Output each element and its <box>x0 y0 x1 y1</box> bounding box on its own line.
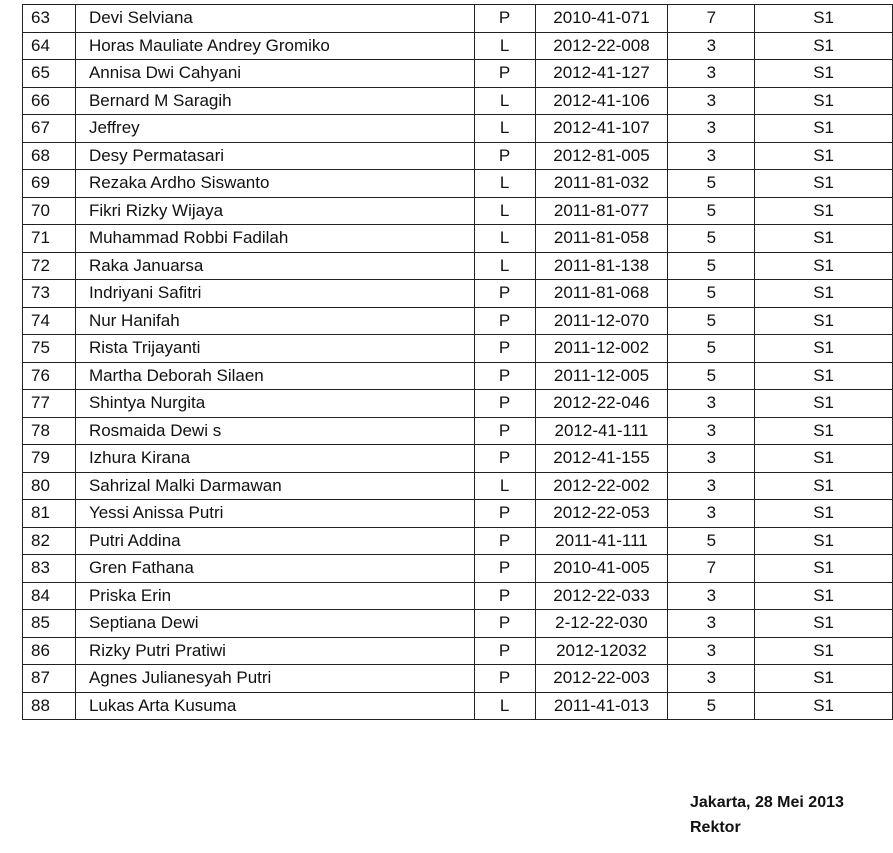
row-number: 70 <box>23 197 76 225</box>
student-gender: L <box>474 32 535 60</box>
student-semester: 3 <box>668 390 755 418</box>
student-degree: S1 <box>755 32 893 60</box>
student-semester: 3 <box>668 582 755 610</box>
student-degree: S1 <box>755 390 893 418</box>
student-id-number: 2011-12-070 <box>535 307 668 335</box>
row-number: 76 <box>23 362 76 390</box>
table-row <box>23 610 893 638</box>
student-name: Putri Addina <box>75 527 474 555</box>
student-id-number: 2012-22-053 <box>535 500 668 528</box>
student-name: Martha Deborah Silaen <box>75 362 474 390</box>
student-degree: S1 <box>755 417 893 445</box>
row-number: 78 <box>23 417 76 445</box>
student-degree: S1 <box>755 197 893 225</box>
table-row <box>23 500 893 528</box>
student-semester: 5 <box>668 335 755 363</box>
student-id-number: 2012-41-107 <box>535 115 668 143</box>
row-number: 82 <box>23 527 76 555</box>
student-degree: S1 <box>755 665 893 693</box>
student-gender: P <box>474 445 535 473</box>
row-number: 72 <box>23 252 76 280</box>
student-name: Gren Fathana <box>75 555 474 583</box>
row-number: 75 <box>23 335 76 363</box>
student-gender: L <box>474 87 535 115</box>
student-id-number: 2011-81-068 <box>535 280 668 308</box>
student-id-number: 2012-12032 <box>535 637 668 665</box>
table-row <box>23 390 893 418</box>
student-semester: 3 <box>668 445 755 473</box>
student-name: Fikri Rizky Wijaya <box>75 197 474 225</box>
student-gender: P <box>474 555 535 583</box>
student-degree: S1 <box>755 335 893 363</box>
student-id-number: 2011-81-032 <box>535 170 668 198</box>
row-number: 65 <box>23 60 76 88</box>
student-name: Indriyani Safitri <box>75 280 474 308</box>
student-id-number: 2010-41-071 <box>535 5 668 33</box>
student-name: Rosmaida Dewi s <box>75 417 474 445</box>
student-id-number: 2012-22-003 <box>535 665 668 693</box>
student-gender: P <box>474 335 535 363</box>
student-degree: S1 <box>755 362 893 390</box>
student-semester: 3 <box>668 472 755 500</box>
student-id-number: 2011-12-002 <box>535 335 668 363</box>
student-gender: P <box>474 60 535 88</box>
table-row <box>23 335 893 363</box>
student-semester: 3 <box>668 417 755 445</box>
student-name: Izhura Kirana <box>75 445 474 473</box>
student-name: Desy Permatasari <box>75 142 474 170</box>
student-gender: P <box>474 610 535 638</box>
student-semester: 3 <box>668 87 755 115</box>
student-name: Rizky Putri Pratiwi <box>75 637 474 665</box>
student-degree: S1 <box>755 60 893 88</box>
student-id-number: 2012-41-155 <box>535 445 668 473</box>
student-name: Jeffrey <box>75 115 474 143</box>
student-id-number: 2012-22-046 <box>535 390 668 418</box>
student-semester: 3 <box>668 115 755 143</box>
student-degree: S1 <box>755 500 893 528</box>
place-and-date: Jakarta, 28 Mei 2013 <box>690 794 844 811</box>
row-number: 74 <box>23 307 76 335</box>
student-name: Bernard M Saragih <box>75 87 474 115</box>
student-table <box>22 4 893 720</box>
student-id-number: 2011-81-058 <box>535 225 668 253</box>
student-gender: P <box>474 5 535 33</box>
student-name: Raka Januarsa <box>75 252 474 280</box>
student-semester: 5 <box>668 170 755 198</box>
student-degree: S1 <box>755 307 893 335</box>
student-name: Annisa Dwi Cahyani <box>75 60 474 88</box>
student-name: Agnes Julianesyah Putri <box>75 665 474 693</box>
table-row <box>23 280 893 308</box>
student-id-number: 2011-81-077 <box>535 197 668 225</box>
signatory-title: Rektor <box>690 819 741 836</box>
student-id-number: 2012-22-033 <box>535 582 668 610</box>
student-degree: S1 <box>755 445 893 473</box>
row-number: 64 <box>23 32 76 60</box>
student-gender: P <box>474 362 535 390</box>
student-semester: 7 <box>668 555 755 583</box>
student-semester: 5 <box>668 252 755 280</box>
student-gender: P <box>474 280 535 308</box>
student-degree: S1 <box>755 170 893 198</box>
student-semester: 3 <box>668 610 755 638</box>
table-row <box>23 307 893 335</box>
row-number: 66 <box>23 87 76 115</box>
student-degree: S1 <box>755 87 893 115</box>
student-id-number: 2010-41-005 <box>535 555 668 583</box>
student-id-number: 2012-81-005 <box>535 142 668 170</box>
student-semester: 3 <box>668 665 755 693</box>
student-degree: S1 <box>755 280 893 308</box>
row-number: 77 <box>23 390 76 418</box>
row-number: 80 <box>23 472 76 500</box>
student-degree: S1 <box>755 637 893 665</box>
student-semester: 3 <box>668 500 755 528</box>
row-number: 87 <box>23 665 76 693</box>
student-name: Rezaka Ardho Siswanto <box>75 170 474 198</box>
student-degree: S1 <box>755 555 893 583</box>
student-degree: S1 <box>755 142 893 170</box>
student-gender: L <box>474 170 535 198</box>
student-gender: P <box>474 307 535 335</box>
student-id-number: 2011-41-013 <box>535 692 668 720</box>
student-id-number: 2011-81-138 <box>535 252 668 280</box>
table-row <box>23 32 893 60</box>
student-gender: P <box>474 637 535 665</box>
row-number: 83 <box>23 555 76 583</box>
student-id-number: 2012-41-106 <box>535 87 668 115</box>
student-degree: S1 <box>755 692 893 720</box>
row-number: 86 <box>23 637 76 665</box>
student-gender: P <box>474 417 535 445</box>
student-semester: 5 <box>668 692 755 720</box>
student-name: Horas Mauliate Andrey Gromiko <box>75 32 474 60</box>
student-semester: 3 <box>668 60 755 88</box>
student-id-number: 2012-41-111 <box>535 417 668 445</box>
student-name: Septiana Dewi <box>75 610 474 638</box>
student-degree: S1 <box>755 610 893 638</box>
student-semester: 3 <box>668 637 755 665</box>
table-row <box>23 527 893 555</box>
student-id-number: 2011-12-005 <box>535 362 668 390</box>
student-degree: S1 <box>755 225 893 253</box>
student-name: Sahrizal Malki Darmawan <box>75 472 474 500</box>
row-number: 71 <box>23 225 76 253</box>
student-degree: S1 <box>755 527 893 555</box>
table-row <box>23 170 893 198</box>
student-gender: L <box>474 692 535 720</box>
student-gender: P <box>474 390 535 418</box>
student-table-body <box>23 5 893 720</box>
student-id-number: 2012-22-008 <box>535 32 668 60</box>
table-row <box>23 582 893 610</box>
student-degree: S1 <box>755 472 893 500</box>
row-number: 73 <box>23 280 76 308</box>
student-semester: 3 <box>668 142 755 170</box>
student-semester: 7 <box>668 5 755 33</box>
student-name: Priska Erin <box>75 582 474 610</box>
student-id-number: 2011-41-111 <box>535 527 668 555</box>
student-id-number: 2012-41-127 <box>535 60 668 88</box>
row-number: 85 <box>23 610 76 638</box>
student-degree: S1 <box>755 5 893 33</box>
student-gender: P <box>474 582 535 610</box>
table-row <box>23 665 893 693</box>
table-row <box>23 115 893 143</box>
signature-block <box>690 790 844 840</box>
row-number: 84 <box>23 582 76 610</box>
student-degree: S1 <box>755 115 893 143</box>
table-row <box>23 5 893 33</box>
student-semester: 3 <box>668 32 755 60</box>
student-gender: L <box>474 225 535 253</box>
student-name: Muhammad Robbi Fadilah <box>75 225 474 253</box>
student-gender: L <box>474 472 535 500</box>
student-gender: L <box>474 252 535 280</box>
table-row <box>23 362 893 390</box>
student-degree: S1 <box>755 252 893 280</box>
student-gender: L <box>474 197 535 225</box>
student-semester: 5 <box>668 362 755 390</box>
table-row <box>23 142 893 170</box>
row-number: 88 <box>23 692 76 720</box>
student-name: Devi Selviana <box>75 5 474 33</box>
row-number: 68 <box>23 142 76 170</box>
student-gender: P <box>474 500 535 528</box>
student-semester: 5 <box>668 307 755 335</box>
student-semester: 5 <box>668 527 755 555</box>
student-id-number: 2012-22-002 <box>535 472 668 500</box>
table-row <box>23 555 893 583</box>
student-gender: P <box>474 142 535 170</box>
table-row <box>23 87 893 115</box>
table-row <box>23 225 893 253</box>
table-row <box>23 692 893 720</box>
row-number: 81 <box>23 500 76 528</box>
row-number: 63 <box>23 5 76 33</box>
table-row <box>23 637 893 665</box>
row-number: 79 <box>23 445 76 473</box>
table-row <box>23 252 893 280</box>
table-row <box>23 445 893 473</box>
student-name: Rista Trijayanti <box>75 335 474 363</box>
table-row <box>23 472 893 500</box>
table-row <box>23 60 893 88</box>
student-semester: 5 <box>668 280 755 308</box>
row-number: 69 <box>23 170 76 198</box>
table-row <box>23 197 893 225</box>
student-gender: P <box>474 665 535 693</box>
row-number: 67 <box>23 115 76 143</box>
student-name: Yessi Anissa Putri <box>75 500 474 528</box>
student-gender: L <box>474 115 535 143</box>
student-name: Nur Hanifah <box>75 307 474 335</box>
student-semester: 5 <box>668 225 755 253</box>
student-semester: 5 <box>668 197 755 225</box>
table-row <box>23 417 893 445</box>
student-id-number: 2-12-22-030 <box>535 610 668 638</box>
student-degree: S1 <box>755 582 893 610</box>
student-name: Shintya Nurgita <box>75 390 474 418</box>
student-name: Lukas Arta Kusuma <box>75 692 474 720</box>
student-gender: P <box>474 527 535 555</box>
